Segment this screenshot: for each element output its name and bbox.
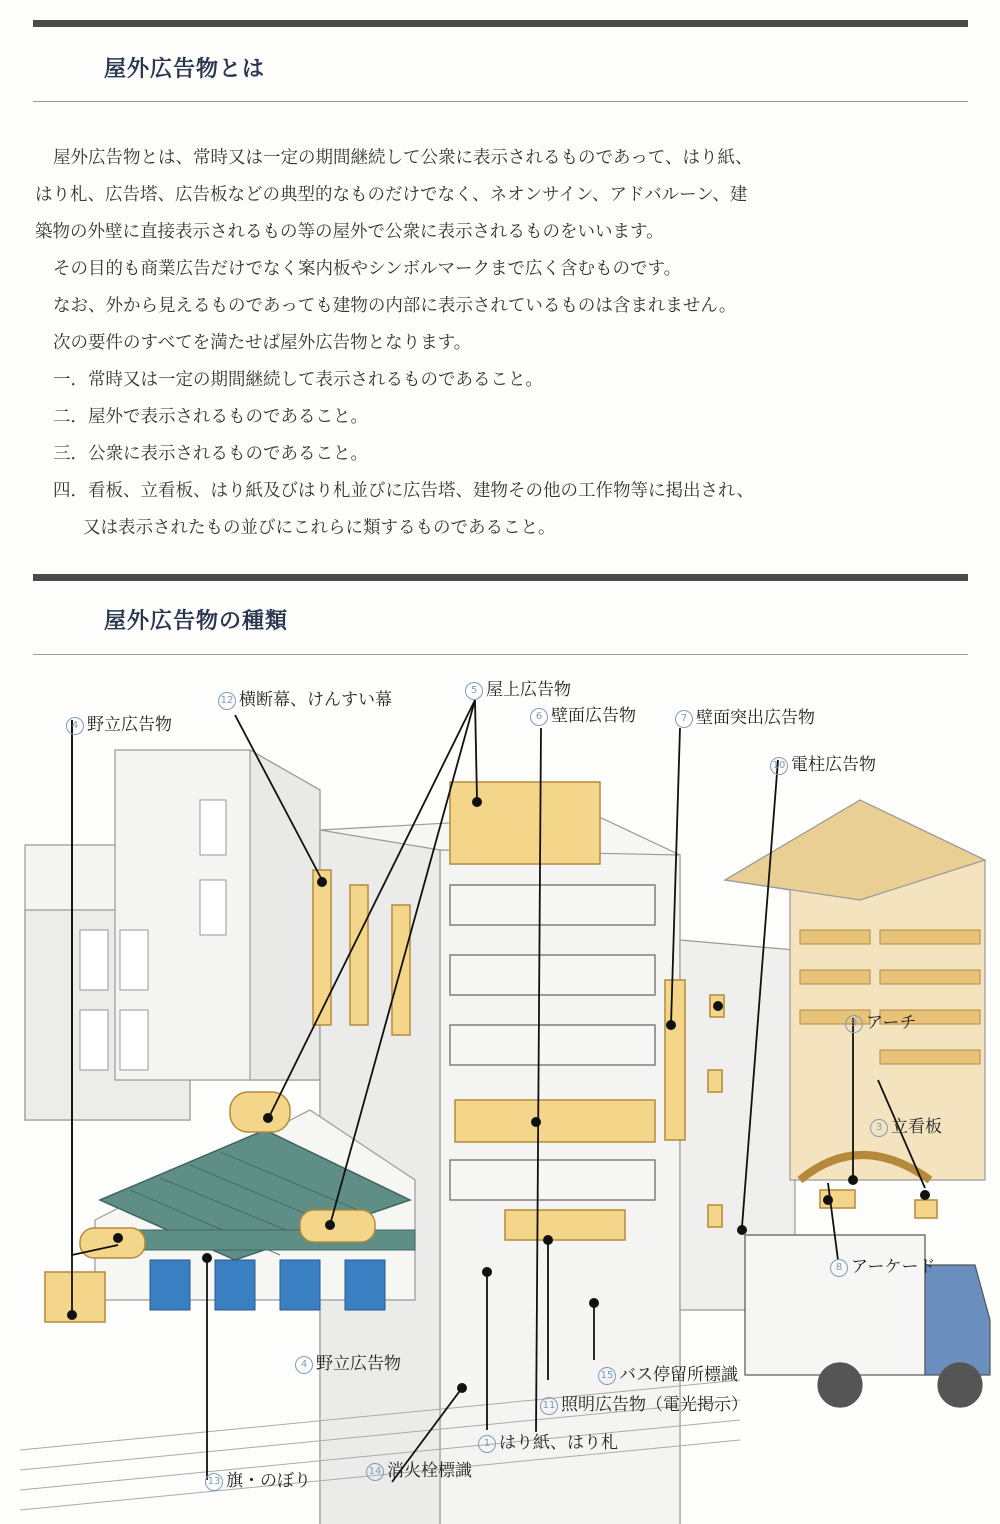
body-line: 次の要件のすべてを満たせば屋外広告物となります。 [53, 333, 472, 353]
section1-body [35, 140, 970, 547]
label-utility-pole-sign: 10 電柱広告物 [770, 750, 876, 775]
label-hydrant-sign: 14 消火栓標識 [366, 1456, 472, 1481]
section1-title: 屋外広告物とは [104, 57, 266, 82]
label-bus-stop-sign: 15 バス停留所標識 [598, 1360, 738, 1385]
section1-top-rule [33, 20, 968, 27]
section2-bottom-rule [33, 654, 968, 655]
label-rooftop-sign: 5 屋上広告物 [465, 675, 571, 700]
body-line: はり札、広告塔、広告板などの典型的なものだけでなく、ネオンサイン、アドバルーン、建 [35, 185, 748, 205]
label-banner: 12 横断幕、けんすい幕 [218, 685, 392, 710]
requirement-item: 三．公衆に表示されるものであること。 [53, 444, 368, 464]
label-posters: 1 はり紙、はり札 [478, 1428, 618, 1453]
label-arcade: 8 アーケード [830, 1252, 936, 1277]
body-line: なお、外から見えるものであっても建物の内部に表示されているものは含まれません。 [53, 296, 737, 316]
label-arch: 9 アーチ [845, 1008, 917, 1033]
label-nodate-sign-2: 4 野立広告物 [295, 1349, 401, 1374]
street-illustration [0, 660, 1000, 1524]
section1-bottom-rule [33, 101, 968, 102]
section2-title: 屋外広告物の種類 [104, 609, 289, 634]
requirement-item: 又は表示されたもの並びにこれらに類するものであること。 [83, 518, 556, 538]
requirement-item: 二．屋外で表示されるものであること。 [53, 407, 368, 427]
label-nodate-sign-1: 4 野立広告物 [66, 710, 172, 735]
body-line: 築物の外壁に直接表示されるもの等の屋外で公衆に表示されるものをいいます。 [35, 222, 664, 242]
label-standing-sign: 3 立看板 [870, 1112, 942, 1137]
body-line: その目的も商業広告だけでなく案内板やシンボルマークまで広く含むものです。 [53, 259, 682, 279]
body-line: 屋外広告物とは、常時又は一定の期間継続して公衆に表示されるものであって、はり紙、 [53, 148, 753, 168]
label-wall-sign: 6 壁面広告物 [530, 701, 636, 726]
label-illuminated-sign: 11 照明広告物（電光掲示） [540, 1390, 748, 1415]
label-flags: 13 旗・のぼり [205, 1466, 311, 1491]
section2-top-rule [33, 574, 968, 581]
requirement-item: 一．常時又は一定の期間継続して表示されるものであること。 [53, 370, 543, 390]
requirement-item: 四．看板、立看板、はり紙及びはり札並びに広告塔、建物その他の工作物等に掲出され、 [53, 481, 755, 501]
label-projecting-sign: 7 壁面突出広告物 [675, 703, 815, 728]
